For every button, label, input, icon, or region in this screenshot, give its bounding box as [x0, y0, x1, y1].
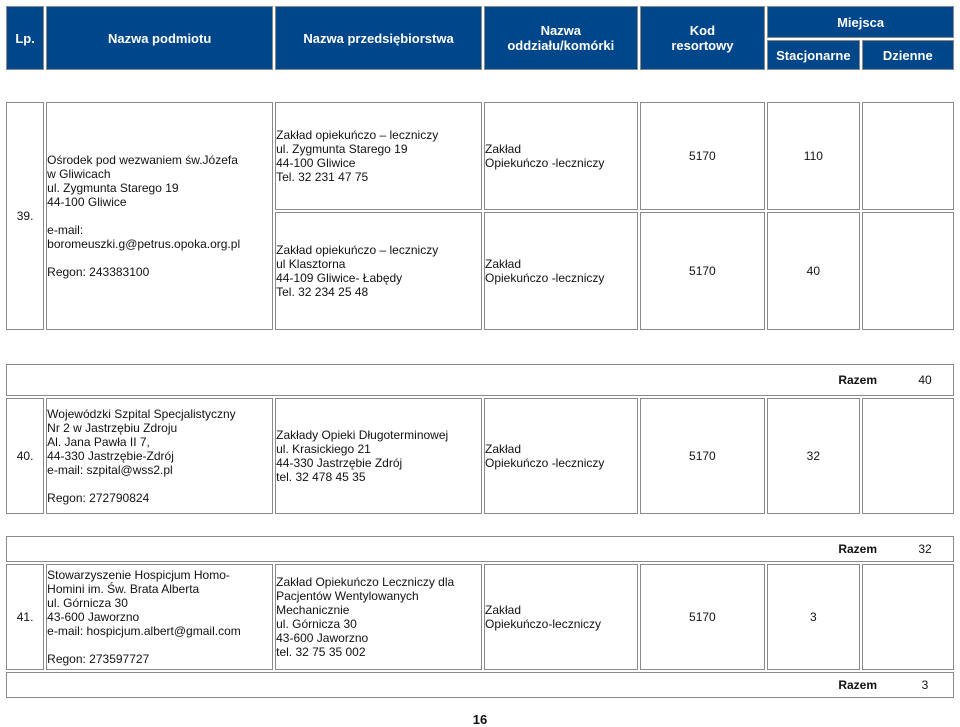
- przedsiebiorstwo-line: 43-600 Jaworzno: [276, 631, 369, 645]
- podmiot-line: e-mail: hospicjum.albert@gmail.com: [47, 624, 241, 638]
- przedsiebiorstwo-line: ul. Krasickiego 21: [276, 442, 371, 456]
- podmiot-line: Homini im. Św. Brata Alberta: [47, 582, 200, 596]
- oddzial-line: Zakład: [484, 442, 522, 456]
- entry-lp: 39.: [6, 102, 44, 330]
- entry-lp: 41.: [6, 564, 44, 670]
- table-row: [6, 564, 954, 670]
- oddzial-line: Zakład: [484, 257, 522, 271]
- unit-kod: 5170: [640, 102, 766, 210]
- przedsiebiorstwo-line: 44-100 Gliwice: [276, 156, 356, 170]
- oddzial-line: Opiekuńczo-leczniczy: [484, 617, 602, 631]
- unit-dzienne: [862, 564, 954, 670]
- razem-row: [6, 536, 954, 562]
- podmiot-line: 43-600 Jaworzno: [47, 610, 140, 624]
- entry-podmiot: [46, 398, 273, 514]
- przedsiebiorstwo-line: 44-330 Jastrzębie Zdrój: [276, 456, 403, 470]
- przedsiebiorstwo-line: tel. 32 478 45 35: [276, 470, 366, 484]
- podmiot-line: e-mail:: [47, 223, 84, 237]
- header-oddzial-line2: oddziału/komórki: [507, 38, 615, 53]
- unit-kod: 5170: [640, 564, 766, 670]
- razem-row: [6, 672, 954, 698]
- oddzial-line: Zakład: [484, 142, 522, 156]
- razem-cell: [6, 364, 954, 396]
- przedsiebiorstwo-line: Pacjentów Wentylowanych: [276, 589, 419, 603]
- przedsiebiorstwo-line: Zakład opiekuńczo – leczniczy: [276, 243, 439, 257]
- podmiot-line: Al. Jana Pawła II 7,: [47, 435, 150, 449]
- entry-podmiot: [46, 564, 273, 670]
- przedsiebiorstwo-line: Zakład Opiekuńczo Leczniczy dla: [276, 575, 455, 589]
- razem-row: [6, 364, 954, 396]
- przedsiebiorstwo-line: ul. Górnicza 30: [276, 617, 357, 631]
- header-kod: [640, 6, 766, 70]
- header-oddzial: [484, 6, 638, 70]
- podmiot-line: Wojewódzki Szpital Specjalistyczny: [47, 407, 236, 421]
- header-stacjonarne: Stacjonarne: [767, 40, 859, 70]
- podmiot-line: 44-100 Gliwice: [47, 195, 127, 209]
- przedsiebiorstwo-line: Tel. 32 231 47 75: [276, 170, 369, 184]
- unit-oddzial: [484, 102, 638, 210]
- przedsiebiorstwo-line: tel. 32 75 35 002: [276, 645, 366, 659]
- podmiot-line: ul. Zygmunta Starego 19: [47, 181, 179, 195]
- header-podmiot: Nazwa podmiotu: [46, 6, 273, 70]
- oddzial-line: Opiekuńczo -leczniczy: [484, 156, 605, 170]
- unit-dzienne: [862, 398, 954, 514]
- entry-lp: 40.: [6, 398, 44, 514]
- przedsiebiorstwo-line: Zakład opiekuńczo – leczniczy: [276, 128, 439, 142]
- unit-przedsiebiorstwo: [275, 102, 482, 210]
- unit-stacjonarne: 110: [767, 102, 859, 210]
- podmiot-line: w Gliwicach: [47, 167, 111, 181]
- razem-cell: [6, 672, 954, 698]
- oddzial-line: Opiekuńczo -leczniczy: [484, 271, 605, 285]
- unit-stacjonarne: 3: [767, 564, 859, 670]
- podmiot-line: Ośrodek pod wezwaniem św.Józefa: [47, 153, 238, 167]
- podmiot-line: Regon: 272790824: [47, 491, 150, 505]
- podmiot-line: boromeuszki.g@petrus.opoka.org.pl: [47, 237, 241, 251]
- unit-oddzial: [484, 398, 638, 514]
- podmiot-line: Stowarzyszenie Hospicjum Homo-: [47, 568, 230, 582]
- unit-dzienne: [862, 212, 954, 330]
- razem-value: 40: [918, 373, 932, 387]
- unit-kod: 5170: [640, 212, 766, 330]
- facilities-table: [4, 4, 956, 700]
- oddzial-line: Opiekuńczo -leczniczy: [484, 456, 605, 470]
- podmiot-line: 44-330 Jastrzębie-Zdrój: [47, 449, 174, 463]
- unit-oddzial: [484, 212, 638, 330]
- podmiot-line: e-mail: szpital@wss2.pl: [47, 463, 173, 477]
- unit-stacjonarne: 32: [767, 398, 859, 514]
- podmiot-line: Regon: 243383100: [47, 265, 150, 279]
- przedsiebiorstwo-line: Tel. 32 234 25 48: [276, 285, 369, 299]
- razem-value: 3: [921, 678, 929, 692]
- przedsiebiorstwo-line: Zakłady Opieki Długoterminowej: [276, 428, 449, 442]
- header-kod-line2: resortowy: [671, 38, 734, 53]
- razem-label: Razem: [838, 373, 877, 387]
- razem-value: 32: [918, 542, 932, 556]
- przedsiebiorstwo-line: ul Klasztorna: [276, 257, 346, 271]
- przedsiebiorstwo-line: 44-109 Gliwice- Łabędy: [276, 271, 403, 285]
- unit-oddzial: [484, 564, 638, 670]
- table-row: [6, 398, 954, 514]
- header-miejsca: Miejsca: [767, 6, 954, 38]
- oddzial-line: Zakład: [484, 603, 522, 617]
- header-dzienne: Dzienne: [862, 40, 954, 70]
- header-lp: Lp.: [6, 6, 44, 70]
- header-przedsiebiorstwo: Nazwa przedsiębiorstwa: [275, 6, 482, 70]
- unit-przedsiebiorstwo: [275, 212, 482, 330]
- unit-kod: 5170: [640, 398, 766, 514]
- unit-dzienne: [862, 102, 954, 210]
- razem-cell: [6, 536, 954, 562]
- unit-stacjonarne: 40: [767, 212, 859, 330]
- unit-przedsiebiorstwo: [275, 398, 482, 514]
- entry-podmiot: [46, 102, 273, 330]
- podmiot-line: ul. Górnicza 30: [47, 596, 128, 610]
- unit-przedsiebiorstwo: [275, 564, 482, 670]
- header-oddzial-line1: Nazwa: [540, 23, 582, 38]
- przedsiebiorstwo-line: Mechanicznie: [276, 603, 350, 617]
- podmiot-line: Regon: 273597727: [47, 652, 150, 666]
- page-number: 16: [472, 712, 488, 727]
- table-row: [6, 102, 954, 210]
- razem-label: Razem: [838, 542, 877, 556]
- przedsiebiorstwo-line: ul. Zygmunta Starego 19: [276, 142, 408, 156]
- header-kod-line1: Kod: [689, 23, 716, 38]
- podmiot-line: Nr 2 w Jastrzębiu Zdroju: [47, 421, 178, 435]
- razem-label: Razem: [838, 678, 877, 692]
